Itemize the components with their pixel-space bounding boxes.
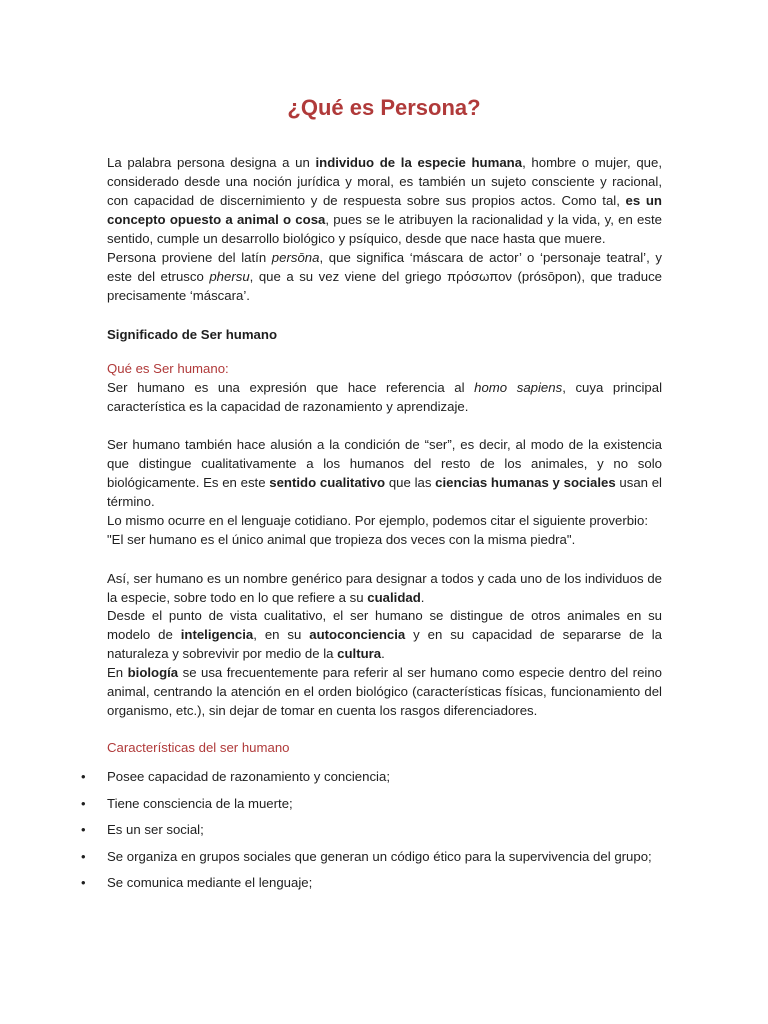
- bold-text: cualidad: [367, 590, 421, 605]
- subheading-que-es-ser-humano: Qué es Ser humano:: [107, 361, 229, 376]
- bold-text: sentido cualitativo: [269, 475, 386, 490]
- text: , pues se le atribuyen la racionalidad y la vida, y, en este sentido, cumple un desarrollo biológico y psíquico, desde que nace hasta que muere.: [107, 212, 662, 246]
- human-paragraph-1: [107, 378, 662, 416]
- human-paragraph-6: [107, 663, 662, 720]
- bullet-icon: •: [81, 875, 86, 890]
- text: Ser humano es una expresión que hace referencia al: [107, 380, 475, 395]
- characteristics-list: [81, 767, 681, 900]
- text: Ser humano también hace alusión a la condición de “ser”, es decir, al modo de la existencia que distingue cualitativamente a los humanos del resto de los animales, y no solo biológicamente. Es en este: [107, 437, 662, 490]
- bold-text: biología: [127, 665, 179, 680]
- text: , que significa ‘máscara de actor’ o ‘personaje teatral’, y este del etrusco: [107, 250, 662, 284]
- bold-text: ciencias humanas y sociales: [435, 475, 616, 490]
- subheading-caracteristicas: Características del ser humano: [107, 740, 290, 755]
- text: , en su: [253, 627, 310, 642]
- bold-text: cultura: [337, 646, 382, 661]
- bullet-icon: •: [81, 769, 86, 784]
- proverb-quote: "El ser humano es el único animal que tropieza dos veces con la misma piedra".: [107, 532, 576, 547]
- human-paragraph-3: [107, 511, 662, 549]
- human-paragraph-5: [107, 606, 662, 663]
- text: .: [381, 646, 385, 661]
- bold-text: es un concepto opuesto a animal o cosa: [107, 193, 662, 227]
- intro-paragraph-1: [107, 153, 662, 248]
- intro-paragraph-2: [107, 248, 662, 305]
- bold-text: autoconciencia: [309, 627, 406, 642]
- bullet-icon: •: [81, 848, 86, 864]
- text-line: Lo mismo ocurre en el lenguaje cotidiano. Por ejemplo, podemos citar el siguiente proverbio:: [107, 513, 648, 528]
- text: En: [107, 665, 128, 680]
- list-item: [81, 794, 681, 821]
- bold-text: individuo de la especie humana: [315, 155, 523, 170]
- bullet-icon: •: [81, 795, 86, 811]
- human-paragraph-4: [107, 569, 662, 607]
- list-item-text: Es un ser social;: [107, 822, 204, 837]
- italic-text: persōna: [271, 250, 320, 265]
- list-item-text: Se organiza en grupos sociales que generan un código ético para la supervivencia del grupo;: [107, 848, 652, 864]
- text: , que a su vez viene del griego πρόσωπον (prósōpon), que traduce precisamente ‘máscara’.: [107, 269, 662, 303]
- list-item-text: Tiene consciencia de la muerte;: [107, 795, 293, 811]
- text: que las: [385, 475, 436, 490]
- italic-text: homo sapiens: [474, 380, 563, 395]
- text: La palabra persona designa a un: [107, 155, 316, 170]
- human-paragraph-2: [107, 435, 662, 511]
- text: Desde el punto de vista cualitativo, el ser humano se distingue de otros animales en su modelo de: [107, 608, 662, 642]
- list-item: [81, 873, 681, 900]
- list-item: [81, 767, 681, 794]
- text: Persona proviene del latín: [107, 250, 272, 265]
- text: Así, ser humano es un nombre genérico para designar a todos y cada uno de los individuos de la especie, sobre todo en lo que refiere a su: [107, 571, 662, 605]
- text: y en su capacidad de separarse de la naturaleza y sobrevivir por medio de la: [107, 627, 662, 661]
- italic-text: phersu: [209, 269, 250, 284]
- section-heading: [107, 325, 662, 344]
- text: se usa frecuentemente para referir al ser humano como especie dentro del reino animal, centrando la atención en el orden biológico (características físicas, funcionamiento del organismo, etc.), sin dejar de tomar en cuenta los rasgos diferenciadores.: [107, 665, 663, 718]
- page-title: ¿Qué es Persona?: [287, 95, 481, 120]
- text: , cuya principal característica es la capacidad de razonamiento y aprendizaje.: [107, 380, 663, 414]
- section-heading-text: Significado de Ser humano: [107, 327, 277, 342]
- list-item-text: Se comunica mediante el lenguaje;: [107, 875, 313, 890]
- text: .: [420, 590, 425, 605]
- text: , hombre o mujer, que, considerado desde una noción jurídica y moral, es también un sujeto consciente y racional, con capacidad de discernimiento y de respuesta sobre sus propios actos. Como tal,: [107, 155, 663, 208]
- bullet-icon: •: [81, 822, 86, 837]
- text: usan el término.: [107, 475, 662, 509]
- list-item: [81, 820, 681, 847]
- list-item-text: Posee capacidad de razonamiento y conciencia;: [107, 769, 390, 784]
- bold-text: inteligencia: [180, 627, 254, 642]
- list-item: [81, 847, 681, 874]
